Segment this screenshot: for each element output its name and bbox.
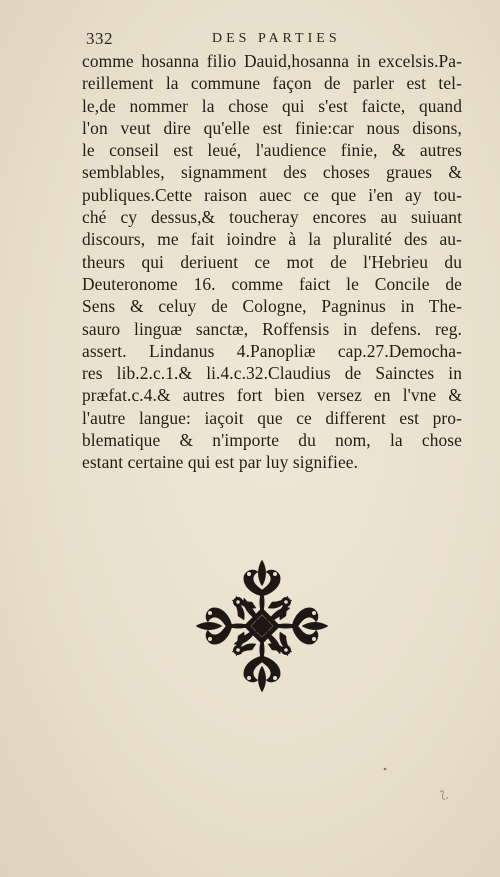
body-text <box>82 50 462 474</box>
text-line: semblables, signamment des choses graues & <box>82 162 462 183</box>
page-header <box>86 29 466 51</box>
text-line: discours, me fait ioindre à la pluralité des au- <box>82 229 462 250</box>
page-number: 332 <box>86 29 113 48</box>
text-line: theurs qui deriuent ce mot de l'Hebrieu du <box>82 251 462 272</box>
text-line: comme hosanna filio Dauid,hosanna in excelsis.Pa- <box>82 51 462 71</box>
running-head: DES PARTIES <box>212 31 341 46</box>
fleuron-ornament-icon <box>194 556 330 696</box>
fleuron-svg <box>194 556 330 696</box>
text-line: sauro linguæ sanctæ, Roffensis in defens. reg. <box>82 318 462 339</box>
text-line: estant certaine qui est par luy signifiee. <box>82 452 359 473</box>
text-line: assert. Lindanus 4.Panopliæ cap.27.Democha- <box>82 340 462 361</box>
text-line: præfat.c.4.& autres fort bien versez en l'vne & <box>82 385 462 406</box>
text-line: blematique & n'importe du nom, la chose <box>82 430 462 451</box>
text-line: l'on veut dire qu'elle est finie:car nous disons, <box>82 117 462 138</box>
text-line: reillement la commune façon de parler est tel- <box>82 73 462 94</box>
text-line: res lib.2.c.1.& li.4.c.32.Claudius de Sainctes in <box>82 363 462 384</box>
text-line: le conseil est leué, l'audience finie, & autres <box>82 140 462 161</box>
text-line: ché cy dessus,& toucheray encores au suiuant <box>82 207 462 228</box>
text-line: publiques.Cette raison auec ce que i'en ay tou- <box>82 184 462 205</box>
text-line: Deuteronome 16. comme faict le Concile de <box>82 273 462 294</box>
text-line: l'autre langue: iaçoit que ce different est pro- <box>82 407 462 428</box>
text-line: le,de nommer la chose qui s'est faicte, quand <box>82 95 462 116</box>
text-line: Sens & celuy de Cologne, Pagninus in The- <box>82 296 462 317</box>
